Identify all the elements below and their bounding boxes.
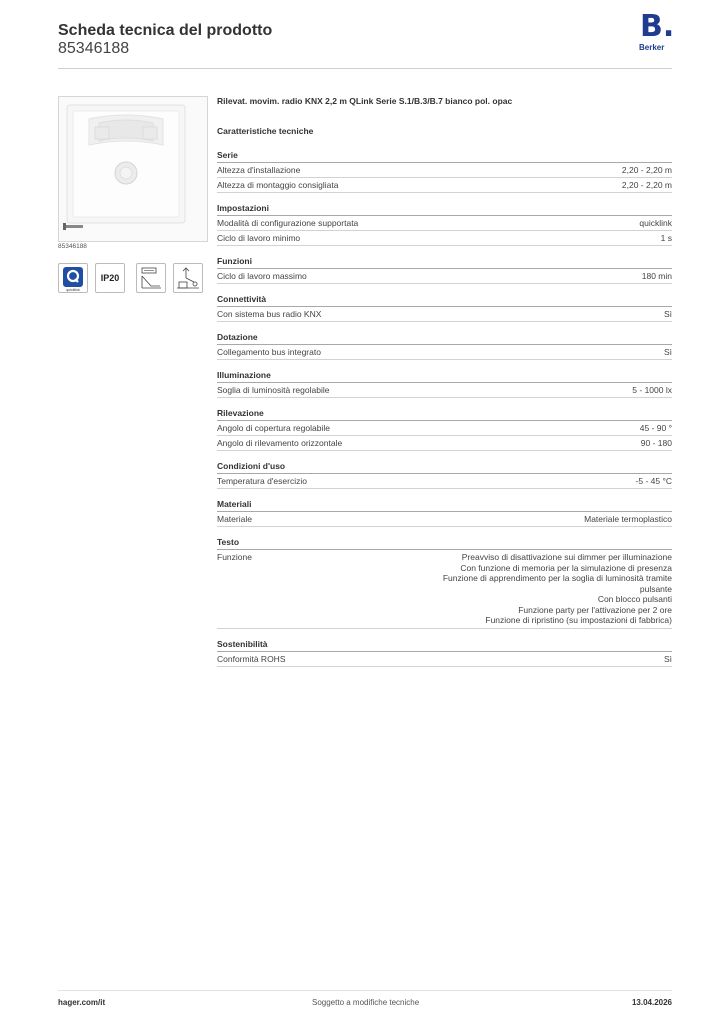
specs-heading: Caratteristiche tecniche [217, 126, 314, 136]
section-title: Materiali [217, 499, 672, 512]
spec-row [217, 163, 672, 178]
section-title: Sostenibilità [217, 639, 672, 652]
installation-badge [173, 263, 203, 293]
spec-value: 2,20 - 2,20 m [621, 165, 672, 175]
spec-row [217, 421, 672, 436]
ip20-badge: IP20 [95, 263, 125, 293]
spec-section [217, 150, 672, 193]
spec-row [217, 550, 672, 629]
section-title: Impostazioni [217, 203, 672, 216]
logo-letter: B. [640, 9, 675, 44]
section-title: Dotazione [217, 332, 672, 345]
quicklink-badge [58, 263, 88, 293]
spec-section [217, 256, 672, 284]
spec-value: Sì [663, 309, 672, 319]
spec-content [217, 96, 672, 667]
footer-website-link[interactable]: hager.com/it [58, 998, 106, 1007]
spec-label: Angolo di rilevamento orizzontale [217, 438, 343, 448]
spec-section [217, 408, 672, 451]
section-title: Funzioni [217, 256, 672, 269]
spec-section [217, 639, 672, 667]
page-title: Scheda tecnica del prodotto [58, 22, 273, 39]
section-title: Illuminazione [217, 370, 672, 383]
spec-row [217, 231, 672, 246]
spec-label: Con sistema bus radio KNX [217, 309, 322, 319]
spec-value: 1 s [660, 233, 672, 243]
spec-section [217, 499, 672, 527]
spec-value-line: Con funzione di memoria per la simulazione di presenza [460, 562, 672, 573]
spec-section [217, 203, 672, 246]
spec-value: -5 - 45 °C [635, 476, 672, 486]
spec-label: Modalità di configurazione supportata [217, 218, 359, 228]
spec-row [217, 269, 672, 284]
section-title: Serie [217, 150, 672, 163]
spec-label: Ciclo di lavoro minimo [217, 233, 301, 243]
spec-label: Funzione [217, 552, 252, 562]
spec-sections [217, 150, 672, 667]
logo-brand-text: Berker [639, 43, 665, 52]
product-code-label: 85346188 [58, 243, 87, 250]
header-divider [58, 68, 672, 69]
spec-row [217, 436, 672, 451]
spec-section [217, 461, 672, 489]
footer-note: Soggetto a modifiche tecniche [312, 998, 420, 1007]
product-image [58, 96, 208, 242]
spec-value: 180 min [641, 271, 672, 281]
spec-section [217, 370, 672, 398]
berker-logo [638, 9, 678, 56]
section-title: Connettività [217, 294, 672, 307]
spec-label: Collegamento bus integrato [217, 347, 321, 357]
spec-value: Sì [663, 347, 672, 357]
spec-label: Soglia di luminosità regolabile [217, 385, 330, 395]
spec-section [217, 332, 672, 360]
quicklink-badge-text: quicklink [66, 288, 80, 292]
spec-value: quicklink [639, 218, 672, 228]
spec-value: Materiale termoplastico [584, 514, 672, 524]
spec-value [443, 552, 672, 626]
spec-label: Materiale [217, 514, 252, 524]
spec-label: Altezza di montaggio consigliata [217, 180, 339, 190]
spec-value: 5 - 1000 lx [632, 385, 672, 395]
spec-section [217, 294, 672, 322]
spec-row [217, 512, 672, 527]
spec-label: Angolo di copertura regolabile [217, 423, 330, 433]
motion-detector-illustration [59, 97, 207, 241]
mounting-height-badge [136, 263, 166, 293]
product-title: Rilevat. movim. radio KNX 2,2 m QLink Serie S.1/B.3/B.7 bianco pol. opac [217, 96, 513, 106]
spec-value: 45 - 90 ° [639, 423, 672, 433]
footer-date: 13.04.2026 [631, 998, 672, 1007]
spec-value: Sì [663, 653, 672, 664]
spec-value-line: Preavviso di disattivazione sui dimmer per illuminazione [461, 552, 672, 562]
spec-row [217, 307, 672, 322]
spec-row [217, 383, 672, 398]
spec-value-line: Funzione di ripristino (su impostazioni di fabbrica) [485, 615, 672, 625]
spec-label: Altezza d'installazione [217, 165, 301, 175]
product-code-header: 85346188 [58, 40, 130, 57]
ceiling-installation-icon [174, 264, 202, 292]
section-title: Testo [217, 537, 672, 550]
spec-row [217, 474, 672, 489]
spec-value-line: Funzione party per l'attivazione per 2 ore [518, 604, 672, 615]
spec-row [217, 652, 672, 667]
spec-label: Ciclo di lavoro massimo [217, 271, 307, 281]
spec-value-line: pulsante [639, 583, 672, 594]
spec-value-line: Funzione di apprendimento per la soglia di luminosità tramite [442, 573, 672, 583]
spec-section [217, 537, 672, 629]
spec-value-line: Con blocco pulsanti [597, 594, 672, 604]
spec-row [217, 216, 672, 231]
mounting-height-icon [137, 264, 165, 292]
quicklink-icon [59, 264, 87, 292]
spec-label: Conformità ROHS [217, 653, 286, 664]
section-title: Rilevazione [217, 408, 672, 421]
footer-divider [58, 990, 672, 991]
spec-row [217, 178, 672, 193]
section-title: Condizioni d'uso [217, 461, 672, 474]
spec-row [217, 345, 672, 360]
spec-value: 90 - 180 [640, 438, 672, 448]
spec-value: 2,20 - 2,20 m [621, 180, 672, 190]
spec-label: Temperatura d'esercizio [217, 476, 307, 486]
